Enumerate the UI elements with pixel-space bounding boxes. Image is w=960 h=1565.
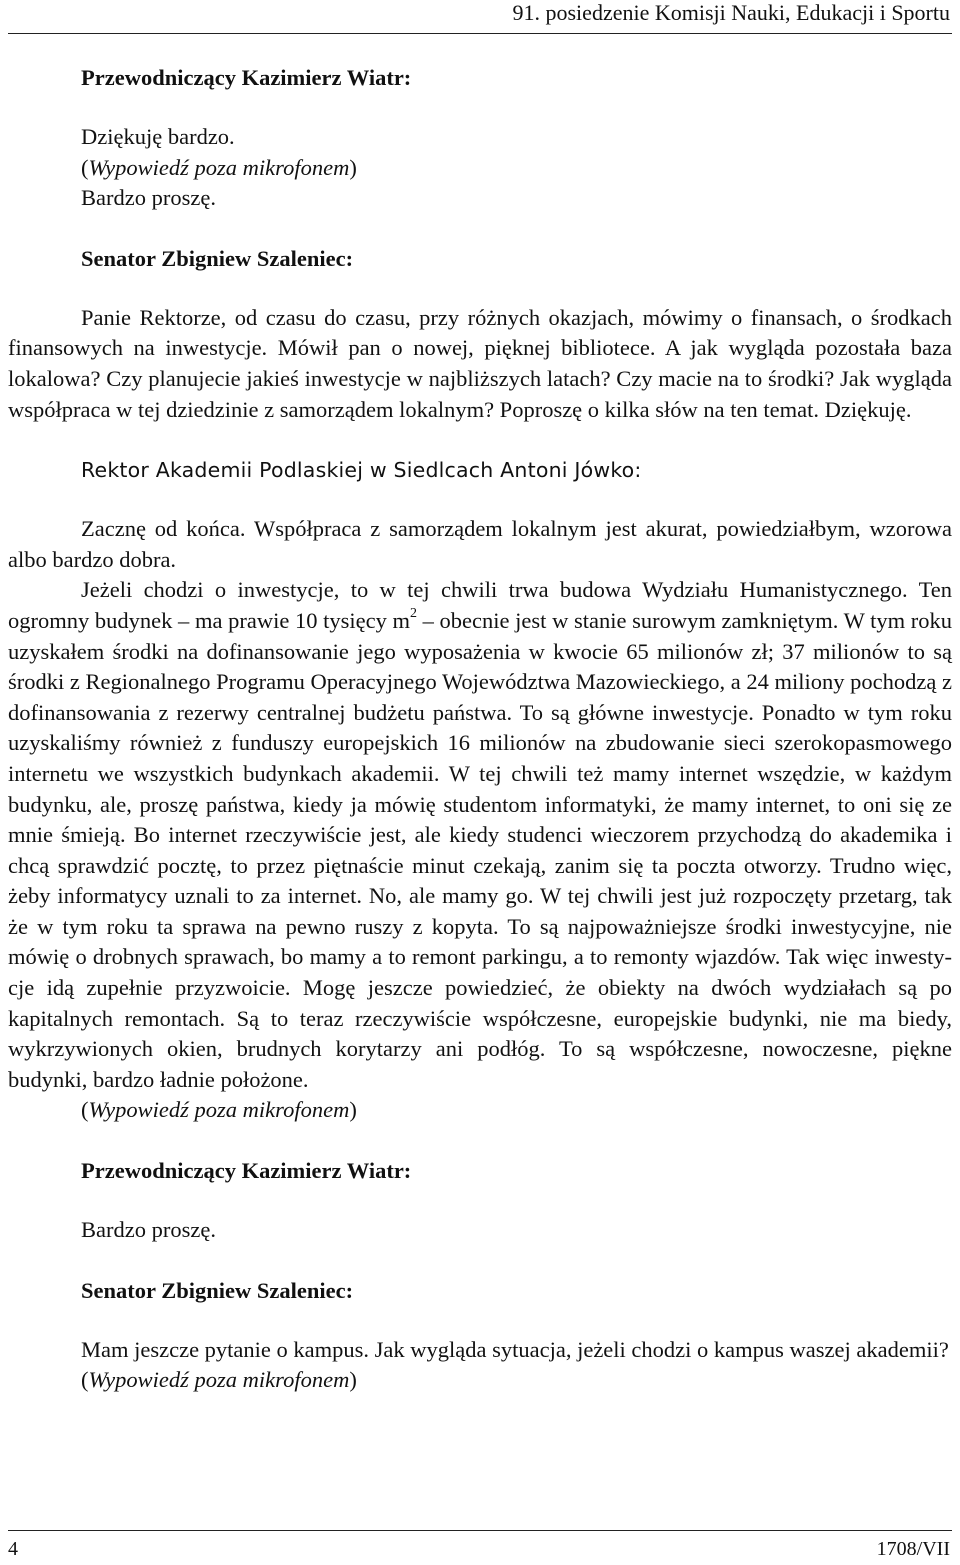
paragraph-text: – obecnie jest w stanie surowym zamkniętym. W tym roku uzyskałem środki na dofinansowanie jego wyposażenia w kwocie 65 milionów zł; 37 milionów to są środki z Regionalnego Programu Operacyjnego Województwa Mazowieckiego, a 24 miliony pochodzą z dofinansowania z rezerwy centralnej budżetu państwa. To są główne inwestycje. Ponadto w tym roku uzyskaliśmy również z funduszy europejskich 16 milionów na zbudowanie sieci szerokopasmowego internetu we wszystkich budynkach akademii. W tej chwili też mamy internet wszędzie, w każdym budynku, ale, proszę państwa, kiedy ja mówię studentom informatyki, że mamy internet, to oni się ze mnie śmieją. Bo internet rzeczywiście jest, ale kiedy studenci wieczorem przychodzą do akademika i chcą sprawdzić pocztę, to przez piętnaście minut czekają, zanim się ta poczta otworzy. Trudno więc, żeby informatycy uznali to za internet. No, ale mamy go. W tej chwili jest już rozpoczęty przetarg, tak że w tym roku ta sprawa na pewno ruszy z kopyta. To są najpoważniejsze środki inwestycyjne, nie mówię o drobnych sprawach, bo mamy a to remont parkingu, a to remonty wjazdów. Tak więc inwestycje idą zupełnie przyzwoicie. Mogę jeszcze powiedzieć, że obiekty na dwóch wydziałach są po kapitalnych remontach. Są to teraz rzeczywiście współczesne, europejskie budynki, nie ma biedy, wykrzywionych okien, brudnych korytarzy ani podłóg. To są współczesne, nowoczesne, piękne budynki, bardzo ładnie położone. xyxy=(8,607,952,1092)
utterance-paragraph xyxy=(8,575,952,1095)
utterance: Bardzo proszę. xyxy=(81,185,216,211)
paragraph-text: Jeżeli chodzi o inwestycje, to w tej chwili trwa budowa Wydziału Humanistycznego. Ten ogromny budynek – ma prawie 10 tysięcy m xyxy=(8,577,952,633)
superscript: 2 xyxy=(410,606,417,622)
speaker-heading: Senator Zbigniew Szaleniec: xyxy=(81,245,354,271)
footer-rule xyxy=(8,1530,952,1531)
header-rule xyxy=(8,33,952,34)
speaker-heading: Przewodniczący Kazimierz Wiatr: xyxy=(81,1158,412,1184)
utterance: Bardzo proszę. xyxy=(81,1217,216,1243)
spacer xyxy=(8,275,952,303)
stage-remark-text: Wypowiedź poza mikrofonem xyxy=(88,1097,350,1123)
stage-remark: (Wypowiedź poza mikrofonem) xyxy=(81,1097,357,1123)
stage-remark-text: Wypowiedź poza mikrofonem xyxy=(88,154,350,180)
stage-remark-text: Wypowiedź poza mikrofonem xyxy=(88,1367,350,1393)
transcript-body xyxy=(8,62,952,1396)
speaker-heading: Senator Zbigniew Szaleniec: xyxy=(81,1277,354,1303)
stage-remark: (Wypowiedź poza mikrofonem) xyxy=(81,154,357,180)
spacer xyxy=(8,1187,952,1215)
spacer xyxy=(8,1246,952,1275)
spacer xyxy=(8,425,952,454)
spacer xyxy=(8,486,952,514)
page-number: 4 xyxy=(8,1538,18,1560)
stage-remark: (Wypowiedź poza mikrofonem) xyxy=(81,1367,357,1393)
utterance-paragraph: Panie Rektorze, od czasu do czasu, przy różnych okazjach, mówimy o finansach, o środkach finansowych na inwestycje. Mówił pan o nowej, pięknej bibliotece. A jak wygląda pozostała baza lokalowa? Czy planujecie jakieś inwestycje w najbliższych latach? Czy macie na to środki? Jak wygląda współpraca w tej dziedzinie z samorządem lokalnym? Poproszę o kilka słów na ten temat. Dziękuję. xyxy=(8,304,952,422)
spacer xyxy=(8,214,952,243)
running-header: 91. posiedzenie Komisji Nauki, Edukacji i Sportu xyxy=(512,0,950,25)
spacer xyxy=(8,1126,952,1155)
utterance: Dziękuję bardzo. xyxy=(81,124,235,149)
utterance-paragraph: Mam jeszcze pytanie o kampus. Jak wygląda sytuacja, jeżeli chodzi o kampus waszej akademii? xyxy=(81,1336,949,1362)
speaker-heading: Rektor Akademii Podlaskiej w Siedlcach Antoni Jówko: xyxy=(81,458,642,483)
document-number: 1708/VII xyxy=(876,1538,950,1560)
spacer xyxy=(8,1307,952,1335)
utterance-paragraph: Zacznę od końca. Współpraca z samorządem lokalnym jest akurat, powiedziałbym, wzorowa albo bardzo dobra. xyxy=(8,516,952,572)
speaker-heading: Przewodniczący Kazimierz Wiatr: xyxy=(81,65,412,90)
spacer xyxy=(8,94,952,122)
